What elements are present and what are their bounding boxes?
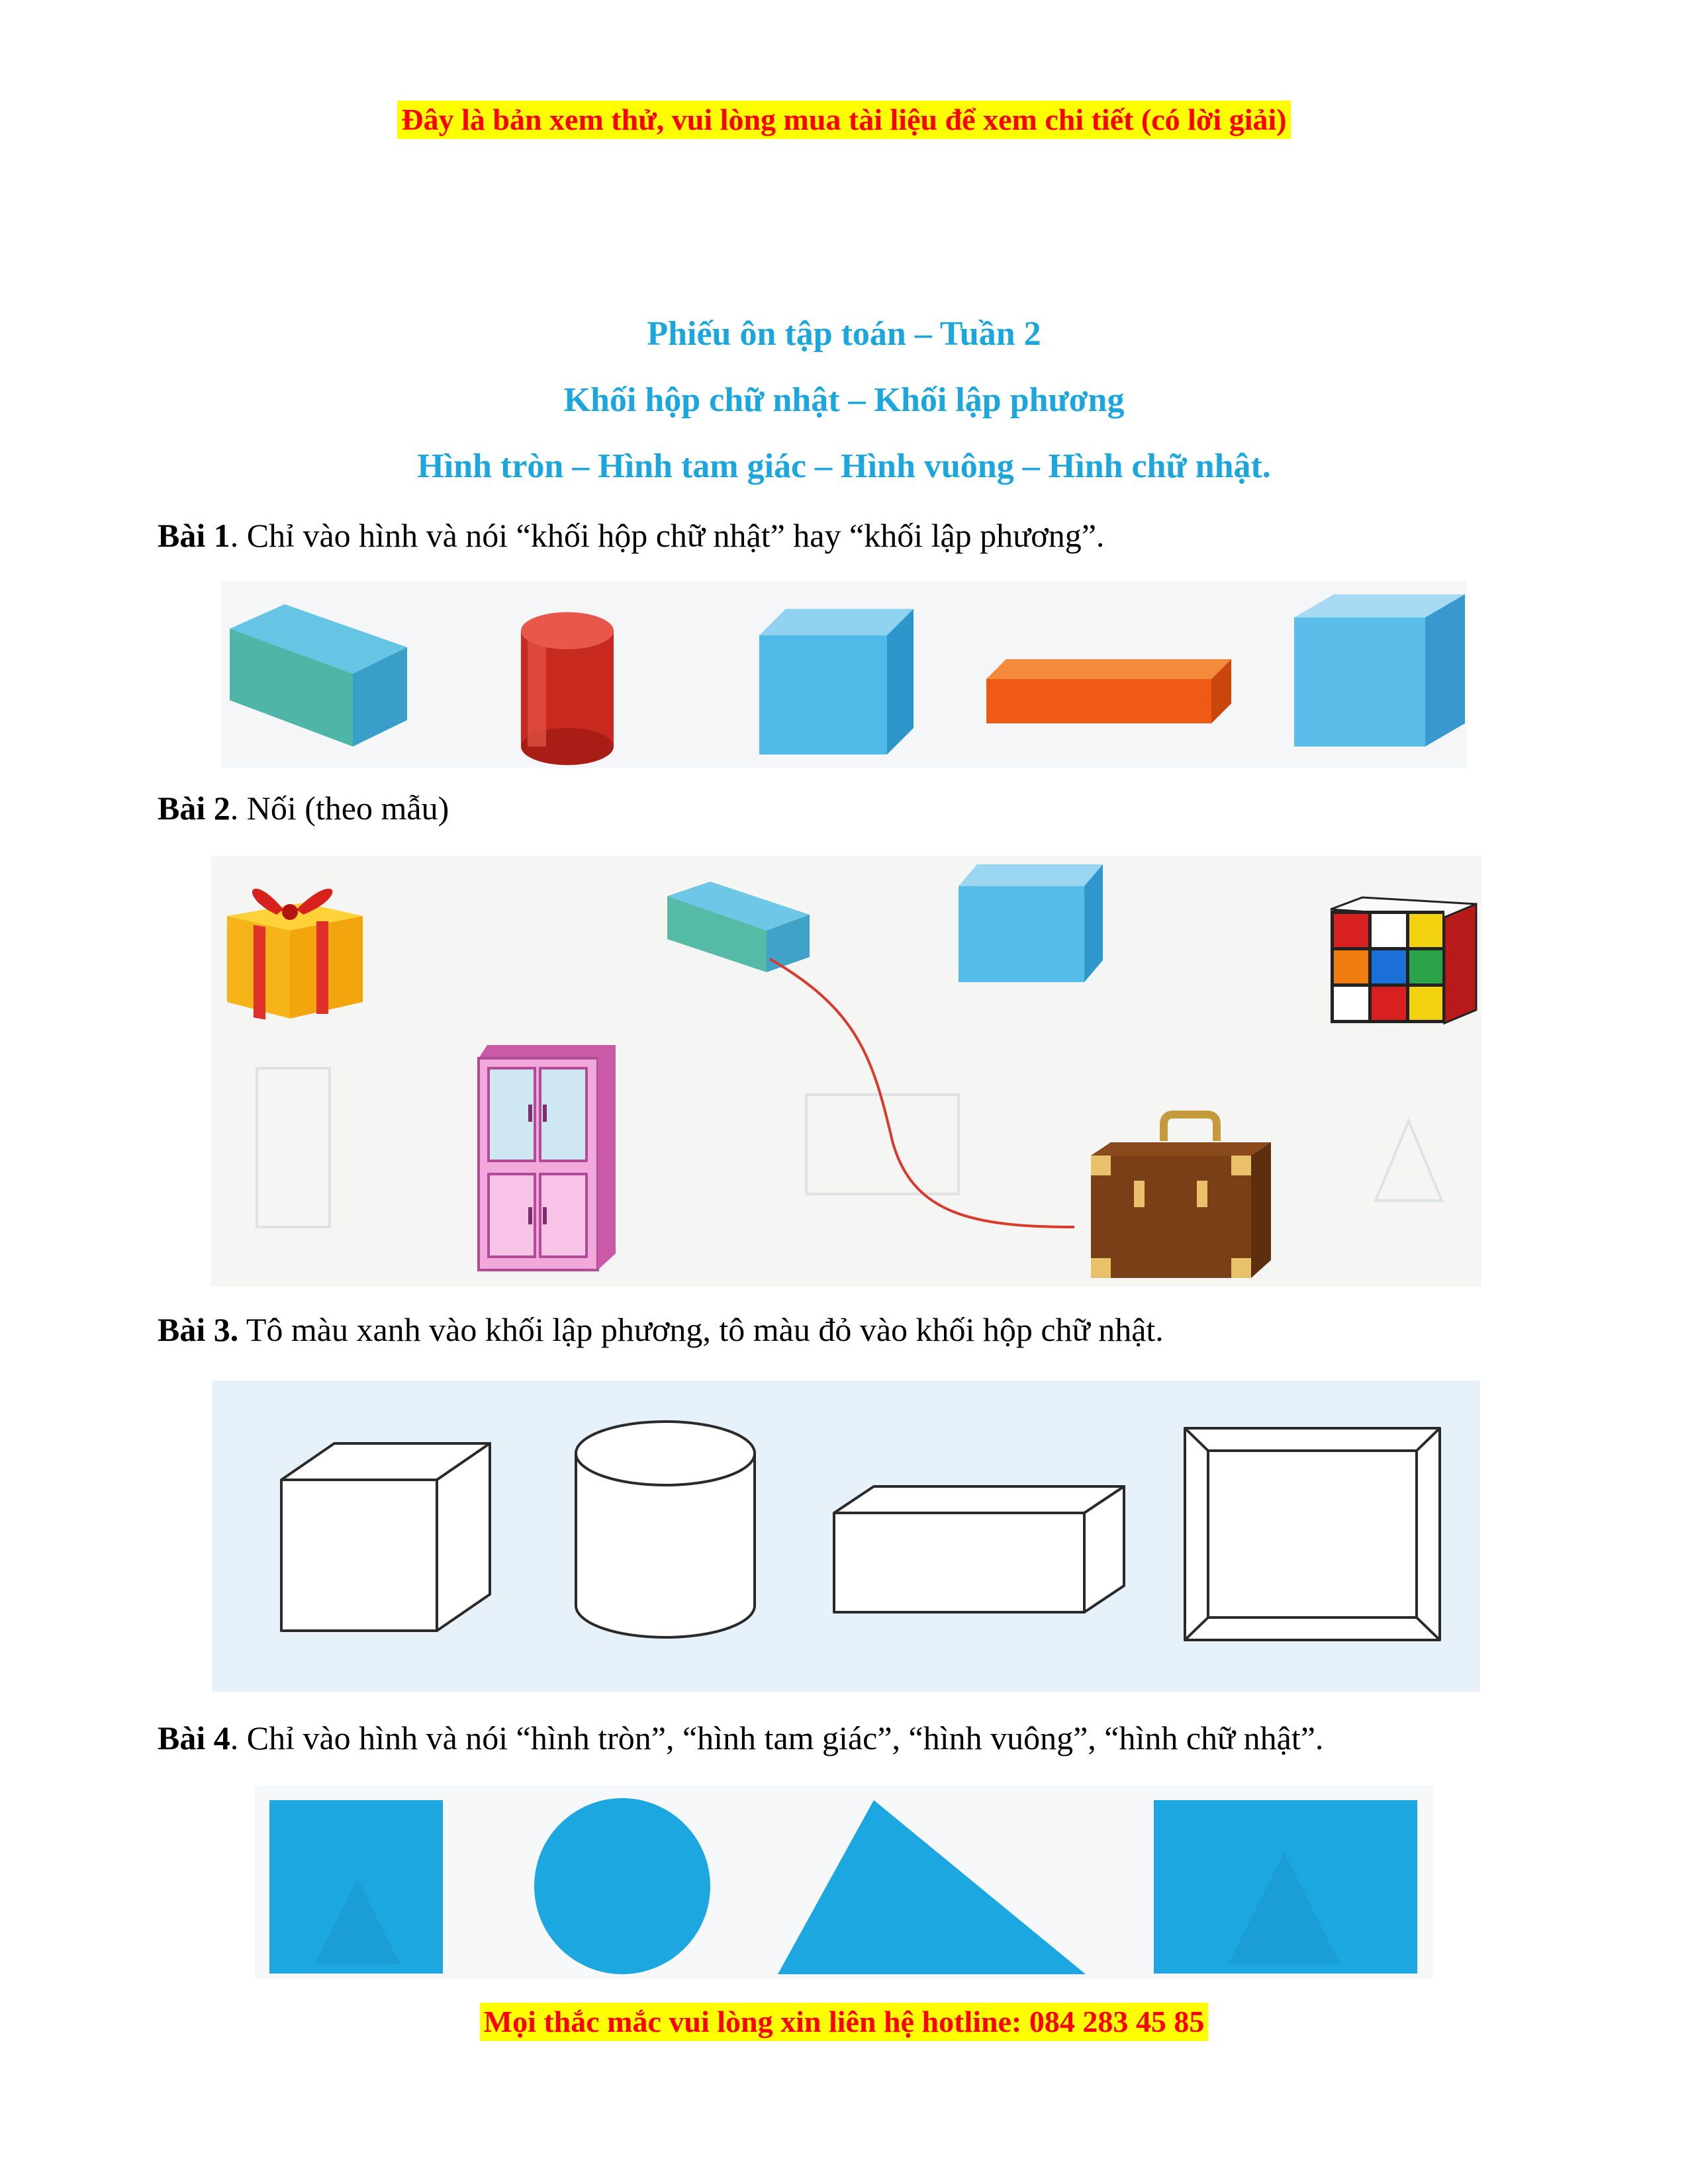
worksheet-subtitle-solids: Khối hộp chữ nhật – Khối lập phương [563, 381, 1125, 419]
exercise-4-label: Bài 4 [158, 1719, 230, 1756]
exercise-3-text: Tô màu xanh vào khối lập phương, tô màu đỏ vào khối hộp chữ nhật. [238, 1311, 1164, 1348]
exercise-3 [158, 1309, 1164, 1350]
exercise-4-figure [255, 1786, 1433, 1979]
cylinder-outline-icon [576, 1422, 755, 1637]
cylinder-icon [521, 612, 614, 765]
exercise-1-text: . Chỉ vào hình và nói “khối hộp chữ nhật” hay “khối lập phương”. [230, 517, 1105, 554]
flat-plank-icon [986, 659, 1231, 723]
exercise-3-figure [212, 1381, 1480, 1692]
exercise-4 [158, 1717, 1323, 1758]
hotline-notice: Mọi thắc mắc vui lòng xin liên hệ hotline: 084 283 45 85 [480, 2003, 1209, 2041]
exercise-2-label: Bài 2 [158, 790, 230, 827]
exercise-2-figure [211, 856, 1481, 1287]
worksheet-title: Phiếu ôn tập toán – Tuần 2 [647, 315, 1041, 353]
box-outline-icon [834, 1486, 1124, 1612]
preview-notice-row [0, 101, 1688, 139]
cabinet-icon [479, 1045, 616, 1270]
preview-notice: Đây là bản xem thử, vui lòng mua tài liệu để xem chi tiết (có lời giải) [397, 101, 1290, 139]
exercise-1 [158, 515, 1104, 556]
square-icon [269, 1800, 443, 1974]
exercise-4-text: . Chỉ vào hình và nói “hình tròn”, “hình tam giác”, “hình vuông”, “hình chữ nhật”. [230, 1719, 1324, 1756]
circle-icon [534, 1798, 710, 1974]
exercise-3-label: Bài 3. [158, 1311, 239, 1348]
exercise-1-label: Bài 1 [158, 517, 230, 554]
large-cube-icon [1294, 594, 1465, 747]
exercise-1-figure [222, 581, 1466, 768]
hotline-row [0, 2003, 1688, 2041]
worksheet-subtitle-shapes: Hình tròn – Hình tam giác – Hình vuông – Hình chữ nhật. [417, 447, 1271, 485]
exercise-2 [158, 788, 449, 829]
cube-outline-icon [281, 1443, 490, 1631]
cube-icon [959, 864, 1103, 982]
cube-icon [759, 609, 914, 754]
exercise-2-text: . Nối (theo mẫu) [230, 790, 449, 827]
rectangle-icon [1154, 1800, 1417, 1974]
rubiks-cube-icon [1331, 897, 1476, 1023]
frame-outline-icon [1185, 1428, 1440, 1640]
